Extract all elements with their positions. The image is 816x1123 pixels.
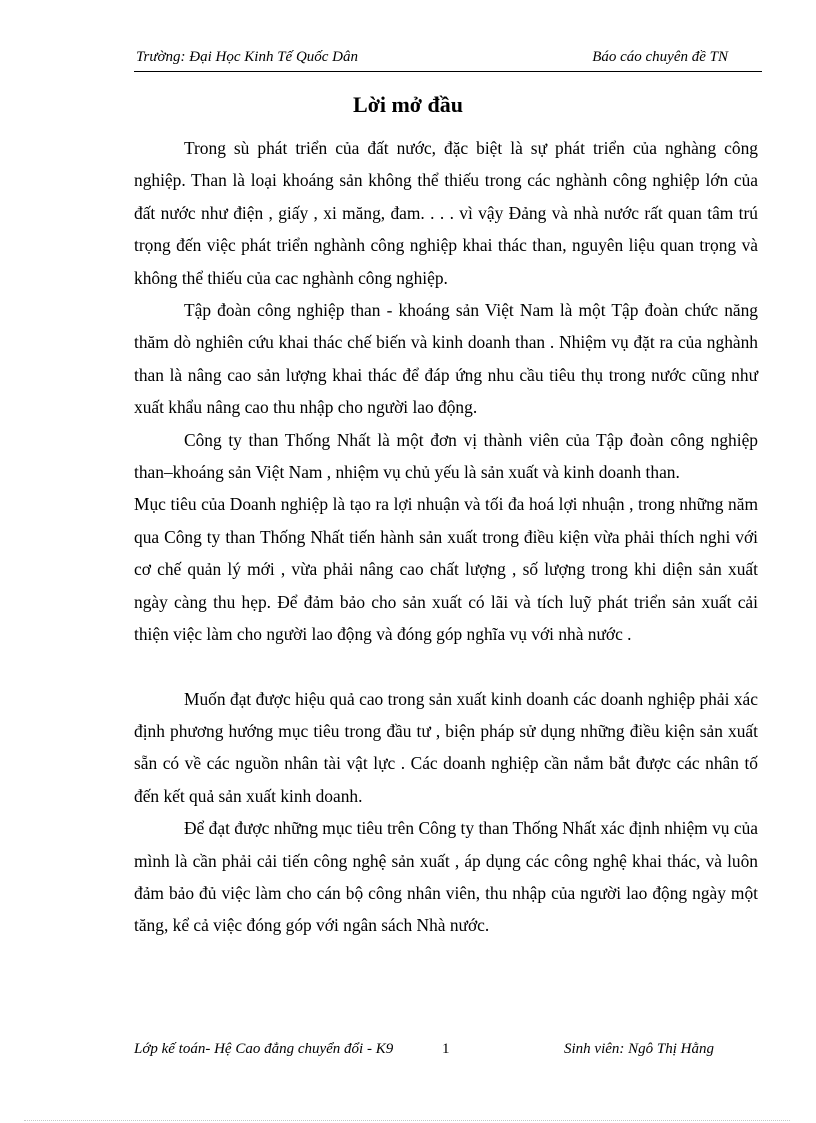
paragraph-2: Tập đoàn công nghiệp than - khoáng sản Việt Nam là một Tập đoàn chức năng thăm dò nghiên cứu khai thác chế biến và kinh doanh than . Nhiệm vụ đặt ra của nghành than là nâng cao sản lượng khai thác để đáp ứng nhu cầu tiêu thụ trong nước cũng như xuất khẩu nâng cao thu nhập cho người lao động. [134,300,758,418]
paragraph-3: Công ty than Thống Nhất là một đơn vị thành viên của Tập đoàn công nghiệp than–khoáng sản Việt Nam , nhiệm vụ chủ yếu là sản xuất và kinh doanh than. [134,429,758,483]
paragraph-4: Mục tiêu của Doanh nghiệp là tạo ra lợi nhuận và tối đa hoá lợi nhuận , trong những năm qua Công ty than Thống Nhất tiến hành sản xuất trong điều kiện vừa phải thích nghi với cơ chế quản lý mới , vừa phải nâng cao chất lượng , số lượng trong khi diện sản xuất ngày càng thu hẹp. Để đảm bảo cho sản xuất có lãi và tích luỹ phát triển sản xuất cải thiện việc làm cho người lao động và đóng góp nghĩa vụ với nhà nước . [134,494,758,645]
page-footer [134,1041,762,1063]
paragraph-5: Muốn đạt được hiệu quả cao trong sản xuất kinh doanh các doanh nghiệp phải xác định phương hướng mục tiêu trong đầu tư , biện pháp sử dụng những điều kiện sản xuất sẵn có về các nguồn nhân tài vật lực . Các doanh nghiệp cần nắm bắt được các nhân tố đến kết quả sản xuất kinh doanh. [134,688,758,806]
paragraph-1: Trong sù phát triển của đất nước, đặc biệt là sự phát triển của nghàng công nghiệp. Than là loại khoáng sản không thể thiếu trong các nghành công nghiệp lớn của đất nước như điện , giấy , xi măng, đam. . . . vì vậy Đảng và nhà nước rất quan tâm trú trọng đến việc phát triển nghành công nghiệp khai thác than, nguyên liệu quan trọng và không thể thiếu của cac nghành công nghiệp. [134,138,758,288]
paragraph-6: Để đạt được những mục tiêu trên Công ty than Thống Nhất xác định nhiệm vụ của mình là cần phải cải tiến công nghệ sản xuất , áp dụng các công nghệ khai thác, và luôn đảm bảo đủ việc làm cho cán bộ công nhân viên, thu nhập của người lao động ngày một tăng, kể cả việc đóng góp với ngân sách Nhà nước. [134,818,758,936]
document-body [134,132,758,942]
header-report-title: Báo cáo chuyên đề TN [592,49,728,65]
header-school-name: Trường: Đại Học Kinh Tế Quốc Dân [136,49,359,65]
footer-page-number: 1 [442,1041,450,1057]
page-bottom-divider [24,1120,790,1121]
footer-student-name: Sinh viên: Ngô Thị Hằng [564,1041,714,1057]
document-title: Lời mở đầu [353,92,463,117]
page-header [134,49,762,72]
footer-class-name: Lớp kế toán- Hệ Cao đẳng chuyển đổi - K9 [134,1041,394,1057]
